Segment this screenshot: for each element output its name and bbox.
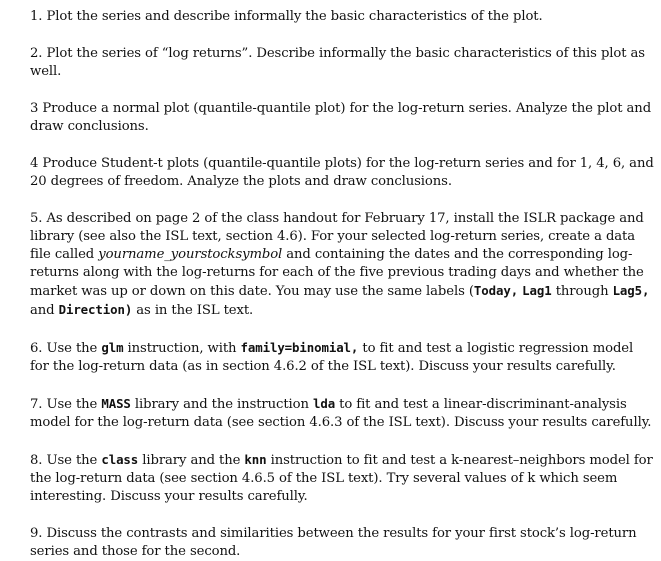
- question-8: [30, 451, 655, 506]
- question-4: 4 Produce Student-t plots (quantile-quantile plots) for the log-return series and for 1, 4, 6, and 20 degrees of freedom. Analyze the plots and draw conclusions.: [30, 156, 654, 189]
- question-9: 9. Discuss the contrasts and similarities between the results for your first stock’s log-return series and those for the second.: [30, 526, 637, 559]
- question-7: [30, 395, 655, 432]
- question-5-text-a: 5. As described on page 2 of the class handout for February 17, install the ISLR package and library (see also the ISL text, section 4.6). For your selected log-return series, create a data file called: [30, 211, 644, 262]
- question-7-text-a: 7. Use the: [30, 397, 102, 412]
- question-6-text-a: 6. Use the: [30, 341, 102, 356]
- question-5-code-today: Today,: [473, 283, 519, 298]
- question-7-text-c: to fit and test a linear-discriminant-analysis model for the log-return data (see section 4.6.3 of the ISL text). Discuss your results carefully.: [30, 397, 652, 430]
- question-1: 1. Plot the series and describe informally the basic characteristics of the plot.: [30, 9, 543, 24]
- question-5-code-lag5: Lag5,: [612, 283, 650, 298]
- question-6: [30, 339, 655, 376]
- question-8-text-a: 8. Use the: [30, 453, 102, 468]
- question-6-text-c: to fit and test a logistic regression model for the log-return data (as in section 4.6.2 of the ISL text). Discuss your results carefully.: [30, 341, 634, 374]
- question-5-text-c: through: [551, 284, 613, 299]
- question-6-code-family: family=binomial,: [240, 340, 359, 355]
- question-5-text-d: and: [30, 303, 59, 318]
- question-7-code-mass: MASS: [101, 396, 131, 411]
- question-2: 2. Plot the series of “log returns”. Describe informally the basic characteristics of this plot as well.: [30, 46, 645, 79]
- question-5-code-lag1: Lag1: [522, 283, 552, 298]
- question-8-code-class: class: [101, 452, 139, 467]
- question-6-code-glm: glm: [101, 340, 124, 355]
- question-7-text-b: library and the instruction: [130, 397, 313, 412]
- question-5-code-direction: Direction): [58, 302, 133, 317]
- question-5: [30, 210, 655, 320]
- question-8-text-c: instruction to fit and test a k-nearest–neighbors model for the log-return data (see section 4.6.5 of the ISL text). Try several values of k which seem interesting. Discuss your results carefully.: [30, 453, 653, 504]
- question-3: 3 Produce a normal plot (quantile-quantile plot) for the log-return series. Analyze the plot and draw conclusions.: [30, 101, 652, 134]
- assignment-document: [30, 8, 655, 561]
- question-7-code-lda: lda: [312, 396, 336, 411]
- question-6-text-b: instruction, with: [123, 341, 241, 356]
- question-5-text-e: as in the ISL text.: [132, 303, 254, 318]
- question-8-code-knn: knn: [244, 452, 267, 467]
- question-8-text-b: library and the: [138, 453, 245, 468]
- question-5-filename: yourname_yourstocksymbol: [98, 247, 283, 262]
- question-5-text-b: and containing the dates and the corresponding log-returns along with the log-returns for each of the five previous trading days and whether the market was up or down on this date. You may use the same labels (: [30, 247, 644, 299]
